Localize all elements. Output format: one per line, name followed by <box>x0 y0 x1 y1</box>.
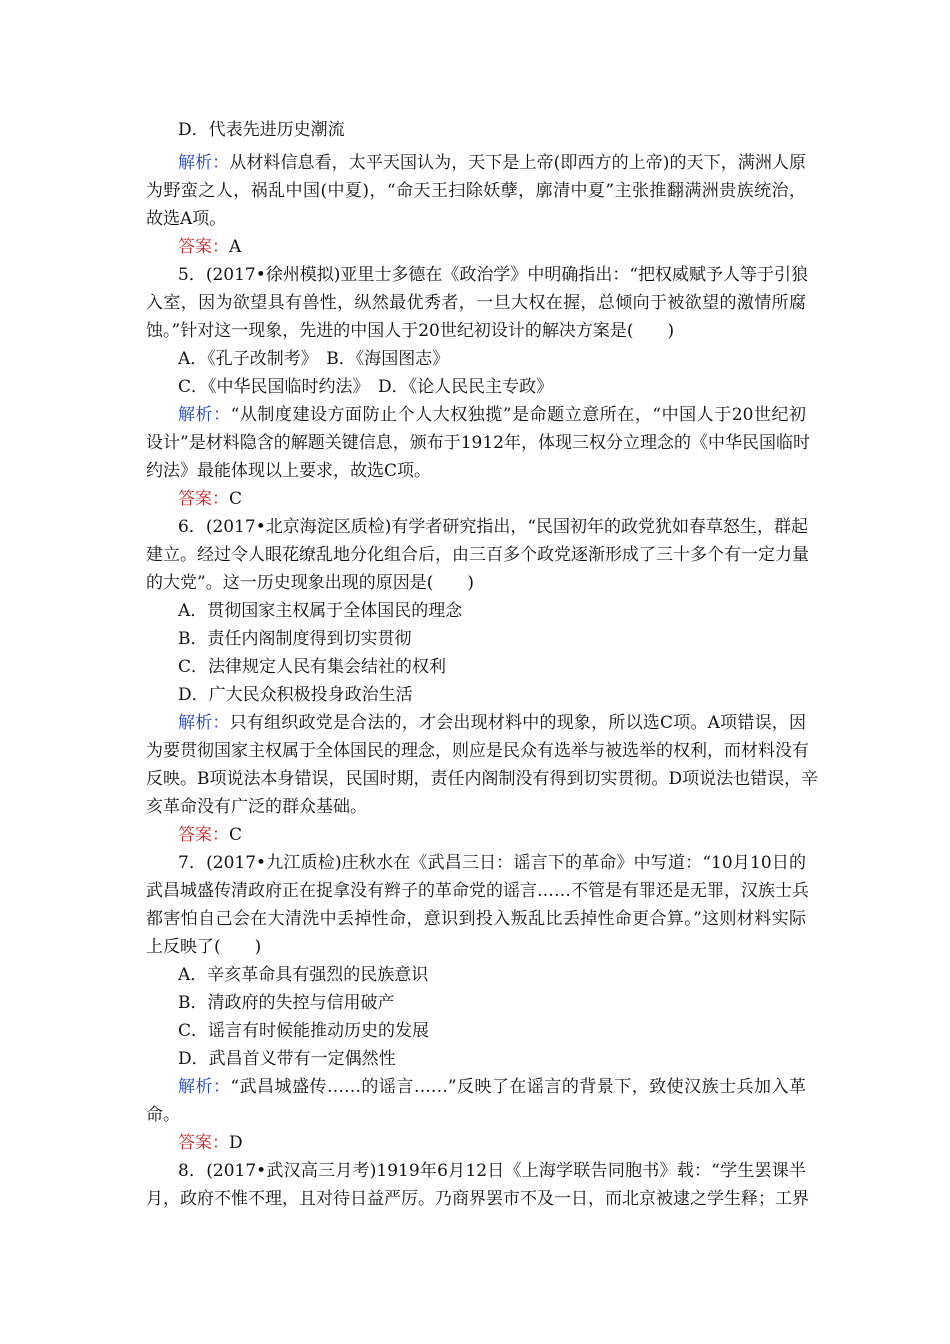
q7-stem-line-3: 都害怕自己会在大清洗中丢掉性命，意识到投入叛乱比丢掉性命更合算。”这则材料实际 <box>146 909 806 929</box>
q5-stem-line-3: 蚀。”针对这一现象，先进的中国人于20世纪初设计的解决方案是( ) <box>146 321 675 341</box>
q6-analysis-line-3: 反映。B项说法本身错误，民国时期，责任内阁制没有得到切实贯彻。D项说法也错误，辛 <box>146 769 819 789</box>
analysis-label: 解析： <box>178 713 230 733</box>
q4-answer: 答案：A <box>178 237 242 257</box>
q6-analysis-line-1: 解析：只有组织政党是合法的，才会出现材料中的现象，所以选C项。A项错误，因 <box>178 713 807 733</box>
q4-analysis-line-1: 解析：从材料信息看，太平天国认为，天下是上帝(即西方的上帝)的天下，满洲人原 <box>178 153 807 173</box>
q5-analysis-line-2: 设计”是材料隐含的解题关键信息，颁布于1912年，体现三权分立理念的《中华民国临时 <box>146 433 810 453</box>
q5-answer: 答案：C <box>178 489 243 509</box>
analysis-label: 解析： <box>178 153 230 173</box>
q7-option-d: D．武昌首义带有一定偶然性 <box>178 1049 396 1069</box>
analysis-label: 解析： <box>178 405 231 425</box>
q8-stem-line-1: 8．(2017•武汉高三月考)1919年6月12日《上海学联告同胞书》载：“学生罢课半 <box>178 1161 806 1181</box>
answer-label: 答案： <box>178 825 229 845</box>
q4-analysis-line-2: 为野蛮之人，祸乱中国(中夏)，“命天王扫除妖孽，廓清中夏”主张推翻满洲贵族统治， <box>146 181 806 201</box>
answer-label: 答案： <box>178 1133 229 1153</box>
q7-answer: 答案：D <box>178 1133 243 1153</box>
q5-stem-line-2: 入室，因为欲望具有兽性，纵然最优秀者，一旦大权在握，总倾向于被欲望的激情所腐 <box>146 293 806 313</box>
q6-analysis-line-2: 为要贯彻国家主权属于全体国民的理念，则应是民众有选举与被选举的权利，而材料没有 <box>146 741 809 761</box>
q6-stem-line-1: 6．(2017•北京海淀区质检)有学者研究指出，“民国初年的政党犹如春草怒生，群起 <box>178 517 809 537</box>
q6-option-d: D．广大民众积极投身政治生活 <box>178 685 413 705</box>
q7-stem-line-1: 7．(2017•九江质检)庄秋水在《武昌三日：谣言下的革命》中写道：“10月10日的 <box>178 853 806 873</box>
q6-stem-line-2: 建立。经过令人眼花缭乱地分化组合后，由三百多个政党逐渐形成了三十多个有一定力量 <box>146 545 809 565</box>
q4-analysis-line-3: 故选A项。 <box>146 209 227 229</box>
q4-option-d: D．代表先进历史潮流 <box>178 120 345 140</box>
q7-stem-line-4: 上反映了( ) <box>146 937 262 957</box>
q6-analysis-line-4: 亥革命没有广泛的群众基础。 <box>146 797 367 817</box>
q6-option-b: B．责任内阁制度得到切实贯彻 <box>178 629 412 649</box>
q5-analysis-line-1: 解析：“从制度建设方面防止个人大权独揽”是命题立意所在，“中国人于20世纪初 <box>178 405 806 425</box>
q8-stem-line-2: 月，政府不惟不理，且对待日益严厉。乃商界罢市不及一日，而北京被逮之学生释；工界 <box>146 1189 809 1209</box>
q7-option-a: A．辛亥革命具有强烈的民族意识 <box>178 965 429 985</box>
q7-analysis-line-2: 命。 <box>146 1105 180 1125</box>
q7-option-c: C．谣言有时候能推动历史的发展 <box>178 1021 430 1041</box>
q7-stem-line-2: 武昌城盛传清政府正在捉拿没有辫子的革命党的谣言……不管是有罪还是无罪，汉族士兵 <box>146 881 809 901</box>
q7-analysis-line-1: 解析：“武昌城盛传……的谣言……”反映了在谣言的背景下，致使汉族士兵加入革 <box>178 1077 806 1097</box>
answer-label: 答案： <box>178 489 229 509</box>
q5-analysis-line-3: 约法》最能体现以上要求，故选C项。 <box>146 461 432 481</box>
q5-options-cd: C．《中华民国临时约法》 D．《论人民民主专政》 <box>178 377 554 397</box>
q5-options-ab: A．《孔子改制考》 B．《海国图志》 <box>178 349 450 369</box>
q5-stem-line-1: 5．(2017•徐州模拟)亚里士多德在《政治学》中明确指出：“把权威赋予人等于引狼 <box>178 265 809 285</box>
q6-answer: 答案：C <box>178 825 243 845</box>
q7-option-b: B．清政府的失控与信用破产 <box>178 993 395 1013</box>
q6-stem-line-3: 的大党”。这一历史现象出现的原因是( ) <box>146 573 474 593</box>
q6-option-c: C．法律规定人民有集会结社的权利 <box>178 657 447 677</box>
analysis-label: 解析： <box>178 1077 231 1097</box>
q6-option-a: A．贯彻国家主权属于全体国民的理念 <box>178 601 463 621</box>
answer-label: 答案： <box>178 237 229 257</box>
